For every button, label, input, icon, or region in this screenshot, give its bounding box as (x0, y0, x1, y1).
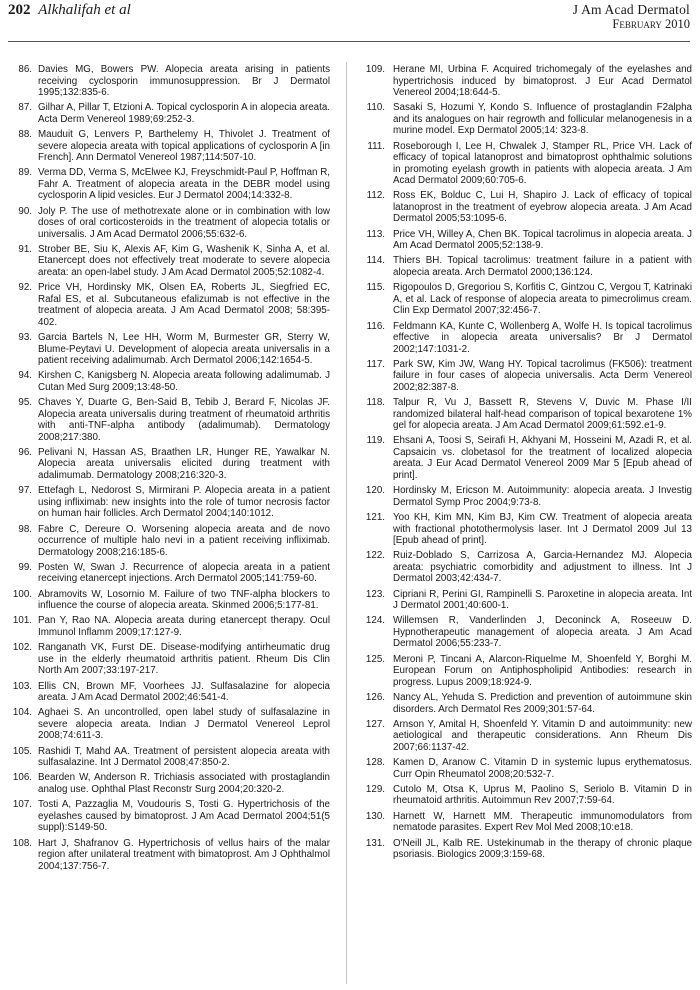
reference-number: 128. (365, 757, 385, 769)
header-rule (8, 41, 690, 42)
reference-text: Verma DD, Verma S, McElwee KJ, Freyschmidt-Paul P, Hoffman R, Fahr A. Treatment of alopecia areata in the DEBR model using cyclosporin A lipid vesicles. Eur J Dermatol 2004;14:332-8. (38, 167, 331, 202)
reference-item (361, 102, 692, 137)
reference-item (8, 799, 330, 834)
reference-text: Talpur R, Vu J, Bassett R, Stevens V, Duvic M. Phase I/II randomized bilateral half-head comparison of topical bexarotene 1% gel for alopecia areata. J Am Acad Dermatol 2009;61:592.e1-9. (393, 397, 692, 432)
reference-text: Feldmann KA, Kunte C, Wollenberg A, Wolfe H. Is topical tacrolimus effective in alopecia areata universalis? Br J Dermatol 2002;147:1031-2. (393, 320, 692, 355)
reference-item (361, 190, 692, 225)
reference-text: Sasaki S, Hozumi Y, Kondo S. Influence of prostaglandin F2alpha and its analogues on hair regrowth and follicular melanogenesis in a murine model. Exp Dermatol 2005;14: 323-8. (393, 102, 692, 137)
reference-text: Gilhar A, Pillar T, Etzioni A. Topical cyclosporin A in alopecia areata. Acta Derm Venereol 1989;69:252-3. (38, 102, 330, 125)
reference-item (8, 524, 330, 559)
reference-item (361, 719, 692, 754)
reference-item (8, 102, 330, 125)
reference-number: 91. (18, 243, 32, 255)
reference-text: Ehsani A, Toosi S, Seirafi H, Akhyani M, Hosseini M, Azadi R, et al. Capsaicin vs. clobetasol for the treatment of localized alopecia areata. J Eur Acad Dermatol Venereol 2009 Mar 5 [Epub ahead of print]. (393, 435, 692, 481)
reference-text: Hordinsky M, Ericson M. Autoimmunity: alopecia areata. J Investig Dermatol Symp Proc 2004;9:73-8. (393, 485, 692, 508)
reference-item (8, 370, 330, 393)
reference-number: 93. (18, 332, 32, 344)
reference-text: Posten W, Swan J. Recurrence of alopecia areata in a patient receiving etanercept injections. Arch Dermatol 2005;141:759-60. (38, 561, 330, 585)
reference-number: 113. (366, 228, 385, 240)
reference-item (8, 129, 330, 164)
reference-text: Ruiz-Doblado S, Carrizosa A, Garcia-Hernandez MJ. Alopecia areata: psychiatric comorbidity and adjustment to illness. Int J Dermatol 2003;42:434-7. (393, 550, 692, 585)
reference-item (361, 359, 692, 394)
reference-item (361, 485, 692, 508)
reference-item (8, 772, 330, 795)
reference-item (8, 64, 330, 99)
reference-text: Ross EK, Bolduc C, Lui H, Shapiro J. Lack of efficacy of topical latanoprost in the treatment of eyebrow alopecia areata. J Am Acad Dermatol 2005;53:1095-6. (393, 190, 692, 225)
reference-number: 87. (18, 102, 32, 114)
reference-number: 96. (18, 446, 32, 458)
issue-date: February 2010 (612, 17, 690, 31)
reference-item (8, 562, 330, 585)
running-authors: Alkhalifah et al (38, 2, 131, 18)
reference-item (8, 707, 330, 742)
reference-item (361, 435, 692, 481)
reference-number: 109. (365, 64, 385, 75)
reference-number: 89. (18, 167, 32, 179)
reference-text: Willemsen R, Vanderlinden J, Deconinck A, Roseeuw D. Hypnotherapeutic management of alopecia areata. J Am Acad Dermatol 2006;55:233-7. (393, 615, 692, 650)
reference-number: 98. (18, 523, 32, 535)
reference-text: Nancy AL, Yehuda S. Prediction and prevention of autoimmune skin disorders. Arch Dermatol Res 2009;301:57-64. (393, 692, 692, 715)
reference-text: Fabre C, Dereure O. Worsening alopecia areata and de novo occurrence of multiple halo nevi in a patient receiving infliximab. Dermatology 2008;216:185-6. (38, 523, 330, 558)
reference-text: Abramovits W, Losornio M. Failure of two TNF-alpha blockers to influence the course of alopecia areata. Skinmed 2006;5:177-81. (38, 588, 330, 612)
reference-text: Park SW, Kim JW, Wang HY. Topical tacrolimus (FK506): treatment failure in four cases of alopecia universalis. Acta Derm Venereol 2002;82:387-8. (393, 358, 692, 393)
reference-number: 122. (365, 550, 385, 562)
reference-text: Bearden W, Anderson R. Trichiasis associated with prostaglandin analog use. Ophthal Plast Reconstr Surg 2004;20:320-2. (38, 772, 330, 795)
reference-number: 107. (12, 799, 32, 811)
reference-text: Roseborough I, Lee H, Chwalek J, Stamper RL, Price VH. Lack of efficacy of topical latanoprost and bimatoprost ophthalmic solutions in promoting eyelash growth in patients with alopecia areata. J Am Acad Dermatol 2009;60:705-6. (393, 140, 692, 187)
reference-number: 103. (12, 680, 32, 692)
reference-number: 86. (18, 64, 32, 75)
reference-item (361, 141, 692, 187)
reference-number: 112. (366, 190, 385, 202)
reference-number: 94. (18, 370, 32, 382)
reference-item (361, 654, 692, 689)
reference-number: 105. (12, 745, 32, 757)
reference-number: 120. (365, 485, 385, 497)
reference-number: 121. (365, 512, 385, 524)
reference-number: 119. (366, 435, 385, 447)
reference-number: 102. (12, 642, 32, 654)
reference-text: Joly P. The use of methotrexate alone or in combination with low doses of oral corticosteroids in the treatment of alopecia totalis or universalis. J Am Acad Dermatol 2006;55:632-6. (38, 205, 330, 240)
reference-number: 99. (18, 561, 32, 573)
reference-number: 95. (18, 397, 32, 409)
reference-item (361, 229, 692, 252)
page-number: 202 (8, 2, 31, 18)
reference-text: Aghaei S. An uncontrolled, open label study of sulfasalazine in severe alopecia areata. Indian J Dermatol Venereol Leprol 2008;74:611-3. (38, 707, 330, 742)
reference-text: Ettefagh L, Nedorost S, Mirmirani P. Alopecia areata in a patient using infliximab: new insights into the role of tumor necrosis factor on human hair follicles. Arch Dermatol 2004;140:1012. (38, 485, 330, 520)
reference-item (361, 589, 692, 612)
reference-number: 90. (18, 205, 32, 217)
reference-item (8, 589, 330, 612)
reference-number: 123. (365, 588, 385, 600)
journal-name: J Am Acad Dermatol (572, 2, 690, 17)
reference-item (8, 244, 330, 279)
reference-number: 104. (12, 707, 32, 719)
references-right-column (361, 64, 692, 864)
reference-text: Kirshen C, Kanigsberg N. Alopecia areata following adalimumab. J Cutan Med Surg 2009;13:48-50. (38, 370, 330, 393)
reference-number: 92. (18, 282, 32, 294)
reference-text: Thiers BH. Topical tacrolimus: treatment failure in a patient with alopecia areata. Arch Dermatol 2000;136:124. (393, 255, 692, 278)
reference-text: Harnett W, Harnett MM. Therapeutic immunomodulators from nematode parasites. Expert Rev Mol Med 2008;10:e18. (393, 810, 692, 834)
reference-text: Cipriani R, Perini GI, Rampinelli S. Paroxetine in alopecia areata. Int J Dermatol 2001;40:600-1. (393, 588, 692, 612)
reference-item (361, 692, 692, 715)
reference-item (8, 282, 330, 328)
reference-item (361, 615, 692, 650)
reference-item (8, 447, 330, 482)
references-left-column (8, 64, 330, 876)
reference-text: Davies MG, Bowers PW. Alopecia areata arising in patients receiving cyclosporin immunosuppression. Br J Dermatol 1995;132:835-6. (38, 64, 330, 98)
reference-text: Mauduit G, Lenvers P, Barthelemy H, Thivolet J. Treatment of severe alopecia areata with topical applications of cyclosporin A [in French]. Ann Dermatol Venereol 1987;114:507-10. (38, 129, 330, 164)
reference-number: 115. (366, 282, 385, 294)
reference-text: Meroni P, Tincani A, Alarcon-Riquelme M, Shoenfeld Y, Borghi M. European Forum on Antiphospholipid Antibodies: research in progress. Lupus 2009;18:924-9. (393, 653, 692, 688)
reference-item (361, 757, 692, 780)
reference-item (361, 784, 692, 807)
reference-number: 126. (365, 692, 385, 704)
reference-text: Cutolo M, Otsa K, Uprus M, Paolino S, Seriolo B. Vitamin D in rheumatoid arthritis. Autoimmun Rev 2007;7:59-64. (393, 783, 692, 807)
reference-text: Pan Y, Rao NA. Alopecia areata during etanercept therapy. Ocul Immunol Inflamm 2009;17:127-9. (38, 615, 330, 638)
reference-item (361, 321, 692, 356)
reference-text: Rashidi T, Mahd AA. Treatment of persistent alopecia areata with sulfasalazine. Int J Dermatol 2008;47:850-2. (38, 745, 330, 769)
reference-text: Herane MI, Urbina F. Acquired trichomegaly of the eyelashes and hypertrichosis induced by bimatoprost. J Eur Acad Dermatol Venereol 2004;18:644-5. (393, 64, 692, 98)
header-right (573, 2, 690, 32)
reference-text: Price VH, Hordinsky MK, Olsen EA, Roberts JL, Siegfried EC, Rafal ES, et al. Subcutaneous efalizumab is not effective in the treatment of alopecia areata. J Am Acad Dermatol 2008; 58:395-402. (38, 282, 330, 328)
reference-text: Strober BE, Siu K, Alexis AF, Kim G, Washenik K, Sinha A, et al. Etanercept does not effectively treat moderate to severe alopecia areata: an open-label study. J Am Acad Dermatol 2005;52:1082-4. (38, 243, 330, 278)
reference-text: Pelivani N, Hassan AS, Braathen LR, Hunger RE, Yawalkar N. Alopecia areata universalis elicited during treatment with adalimumab. Dermatology 2008;216:320-3. (38, 446, 330, 481)
column-divider (346, 62, 347, 984)
reference-item (8, 167, 330, 202)
header-left (8, 2, 131, 19)
reference-item (8, 206, 330, 241)
reference-item (8, 746, 330, 769)
reference-number: 101. (12, 615, 32, 627)
reference-text: Yoo KH, Kim MN, Kim BJ, Kim CW. Treatment of alopecia areata with fractional photothermolysis laser. Int J Dermatol 2009 Jul 13 [Epub ahead of print]. (393, 512, 692, 547)
reference-item (8, 838, 330, 873)
reference-text: Chaves Y, Duarte G, Ben-Said B, Tebib J, Berard F, Nicolas JF. Alopecia areata universalis during treatment of rheumatoid arthritis with anti-TNF-alpha antibody (adalimumab). Dermatology 2008;217:380. (38, 397, 330, 443)
reference-item (8, 332, 330, 367)
reference-item (8, 397, 330, 443)
reference-item (8, 642, 330, 677)
reference-number: 88. (18, 129, 32, 141)
reference-number: 100. (12, 588, 32, 600)
reference-text: Kamen D, Aranow C. Vitamin D in systemic lupus erythematosus. Curr Opin Rheumatol 2008;20:532-7. (393, 757, 692, 780)
reference-item (8, 681, 330, 704)
reference-text: O'Neill JL, Kalb RE. Ustekinumab in the therapy of chronic plaque psoriasis. Biologics 2009;3:159-68. (393, 837, 692, 861)
reference-item (361, 397, 692, 432)
reference-item (8, 485, 330, 520)
reference-item (361, 255, 692, 278)
reference-number: 127. (365, 718, 385, 730)
reference-number: 108. (12, 837, 32, 849)
reference-text: Ellis CN, Brown MF, Voorhees JJ. Sulfasalazine for alopecia areata. J Am Acad Dermatol 2002;46:541-4. (38, 680, 330, 704)
reference-item (361, 512, 692, 547)
reference-number: 130. (365, 810, 385, 822)
reference-text: Arnson Y, Amital H, Shoenfeld Y. Vitamin D and autoimmunity: new aetiological and therapeutic considerations. Ann Rheum Dis 2007;66:1137-42. (393, 718, 692, 753)
reference-text: Ranganath VK, Furst DE. Disease-modifying antirheumatic drug use in the elderly rheumatoid arthritis patient. Rheum Dis Clin North Am 2007;33:197-217. (38, 642, 330, 677)
reference-number: 114. (366, 255, 385, 267)
reference-number: 110. (366, 102, 385, 114)
reference-number: 106. (12, 772, 32, 784)
reference-number: 129. (365, 783, 385, 795)
reference-number: 117. (366, 358, 385, 370)
reference-number: 125. (365, 653, 385, 665)
reference-number: 111. (367, 140, 385, 152)
reference-number: 124. (365, 615, 385, 627)
reference-text: Rigopoulos D, Gregoriou S, Korfitis C, Gintzou C, Vergou T, Katrinaki A, et al. Lack of response of alopecia areata to pimecrolimus cream. Clin Exp Dermatol 2007;32:456-7. (393, 282, 692, 317)
reference-item (361, 838, 692, 861)
reference-text: Price VH, Willey A, Chen BK. Topical tacrolimus in alopecia areata. J Am Acad Dermatol 2005;52:138-9. (393, 228, 692, 252)
reference-item (361, 811, 692, 834)
reference-item (361, 64, 692, 99)
reference-item (361, 550, 692, 585)
page-header (8, 2, 690, 36)
reference-number: 116. (366, 320, 385, 332)
reference-number: 131. (365, 837, 385, 849)
reference-text: Tosti A, Pazzaglia M, Voudouris S, Tosti G. Hypertrichosis of the eyelashes caused by bimatoprost. J Am Acad Dermatol 2004;51(5 suppl):S149-50. (38, 799, 330, 834)
reference-text: Hart J, Shafranov G. Hypertrichosis of vellus hairs of the malar region after unilateral treatment with bimatoprost. Am J Ophthalmol 2004;137:756-7. (38, 837, 330, 872)
reference-number: 118. (366, 397, 385, 409)
reference-item (361, 282, 692, 317)
reference-number: 97. (18, 485, 32, 497)
reference-item (8, 615, 330, 638)
reference-text: Garcia Bartels N, Lee HH, Worm M, Burmester GR, Sterry W, Blume-Peytavi U. Development of alopecia areata universalis in a patient receiving adalimumab. Arch Dermatol 2006;142:1654-5. (38, 332, 330, 367)
